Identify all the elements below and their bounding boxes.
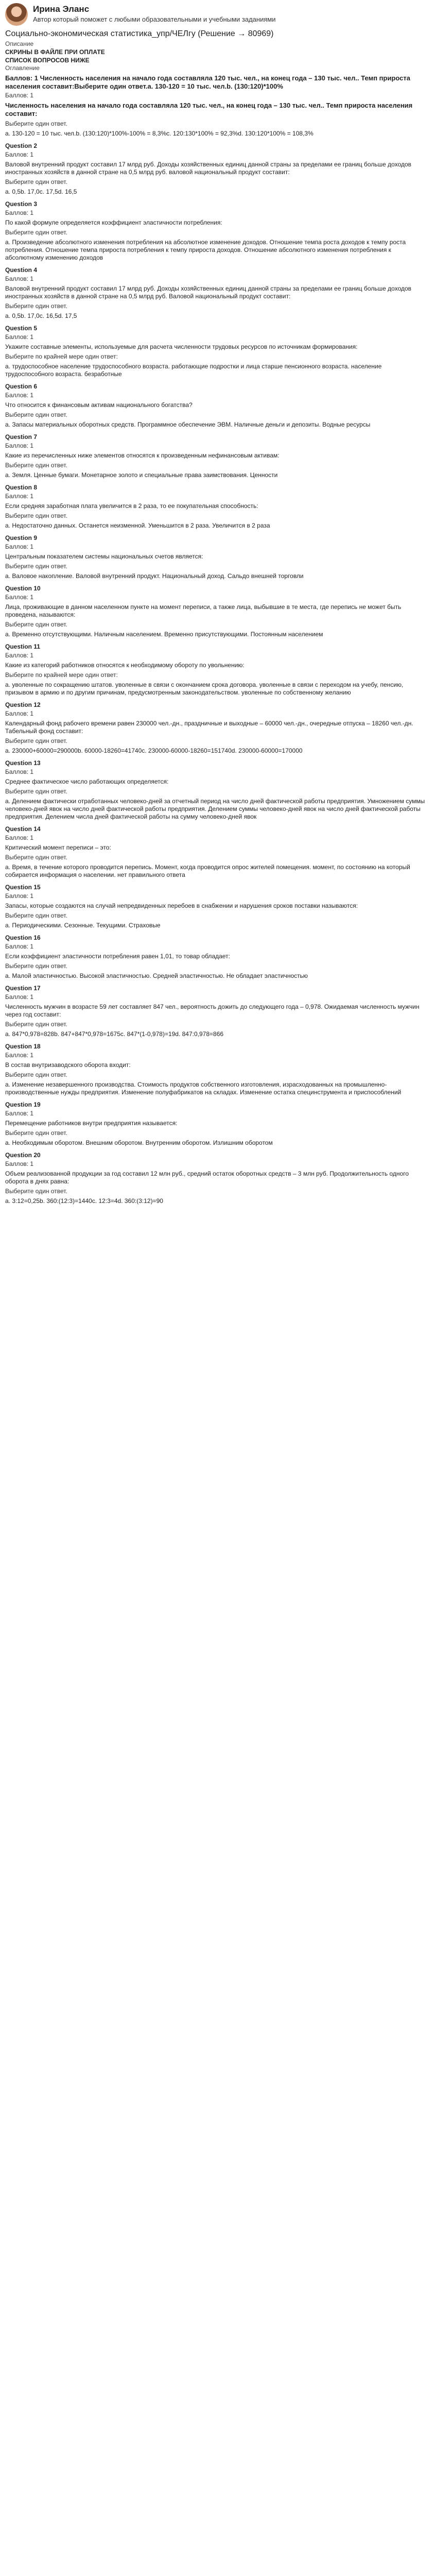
question-text: Какие из категорий работников относятся к необходимому обороту по увольнению: xyxy=(5,662,245,669)
question-heading: Question 5 xyxy=(5,325,38,332)
author-text xyxy=(33,3,276,24)
author-block xyxy=(5,3,431,26)
question-answers: a. уволенные по сокращению штатов. уволенные в связи с окончанием срока договора. уволенные в связи с переходом на учебу, пенсию, призывом в армию и по другим причинам, предусмотренным законодательством. уволенные по собственному желанию xyxy=(5,681,404,696)
question-instruction: Выберите один ответ. xyxy=(5,411,67,418)
question-answers: a. Малой эластичностью. Высокой эластичностью. Средней эластичностью. Не обладает эластичностью xyxy=(5,972,308,979)
question-text: Валовой внутренний продукт составил 17 млрд руб. Доходы хозяйственных единиц данной страны за пределами ее границ больше доходов иностранных хозяйств в данной стране на 0,5 млрд руб. Валовой национальный продукт составит: xyxy=(5,285,412,300)
question-text: Численность населения на начало года составляла 120 тыс. чел., на конец года – 130 тыс. чел.. Темп прироста населения составит: xyxy=(5,101,413,117)
question-instruction: Выберите один ответ. xyxy=(5,229,67,236)
question-text: Календарный фонд рабочего времени равен 230000 чел.-дн., праздничные и выходные – 60000 чел.-дн., очередные отпуска – 18260 чел.-дн. Табельный фонд составит: xyxy=(5,720,413,735)
question-text: Если коэффициент эластичности потребления равен 1,01, то товар обладает: xyxy=(5,953,230,960)
question-block xyxy=(5,324,431,378)
question-text: Среднее фактическое число работающих определяется: xyxy=(5,778,169,785)
question-score: Баллов: 1 xyxy=(5,993,34,1001)
question-block xyxy=(5,382,431,429)
question-instruction: Выберите один ответ. xyxy=(5,1129,67,1137)
question-answers: a. Периодическими. Сезонные. Текущими. Страховые xyxy=(5,922,161,929)
question-answers: a. 130-120 = 10 тыс. чел.b. (130:120)*100%-100% = 8,3%c. 120:130*100% = 92,3%d. 130:120*100% = 108,3% xyxy=(5,130,313,137)
question-score: Баллов: 1 xyxy=(5,209,34,216)
question-heading: Question 16 xyxy=(5,934,41,941)
question-heading: Question 20 xyxy=(5,1151,41,1159)
question-text: В состав внутризаводского оборота входит: xyxy=(5,1061,131,1069)
question-text: Запасы, которые создаются на случай непредвиденных перебоев в снабжении и нарушения сроков поставки называются: xyxy=(5,902,358,909)
question-heading: Question 7 xyxy=(5,433,38,440)
question-answers: a. 0,5b. 17,0c. 17,5d. 16,5 xyxy=(5,188,77,195)
question-answers: a. Земля. Ценные бумаги. Монетарное золото и специальные права заимствования. Ценности xyxy=(5,471,278,479)
question-score: Баллов: 1 xyxy=(5,333,34,341)
question-score: Баллов: 1 xyxy=(5,594,34,601)
question-score: Баллов: 1 xyxy=(5,943,34,950)
screens-banner: СКРИНЫ В ФАЙЛЕ ПРИ ОПЛАТЕ xyxy=(5,48,105,56)
question-heading: Question 3 xyxy=(5,200,38,208)
question-answers: a. Недостаточно данных. Останется неизменной. Уменьшится в 2 раза. Увеличится в 2 раза xyxy=(5,522,270,529)
author-avatar[interactable] xyxy=(5,3,28,26)
question-block xyxy=(5,984,431,1038)
question-instruction: Выберите один ответ. xyxy=(5,621,67,628)
question-block xyxy=(5,433,431,479)
question-text: Лица, проживающие в данном населенном пункте на момент переписи, а также лица, выбывшие в те места, где перепись не может быть проведена, называются: xyxy=(5,603,402,618)
question-block xyxy=(5,934,431,980)
question-text: Численность мужчин в возрасте 59 лет составляет 847 чел., вероятность дожить до следующего года – 0,978. Ожидаемая численность мужчин через год составит: xyxy=(5,1003,420,1018)
question-block xyxy=(5,266,431,320)
question-answers: a. Валовое накопление. Валовой внутренний продукт. Национальный доход. Сальдо внешней торговли xyxy=(5,572,304,580)
question-instruction: Выберите один ответ. xyxy=(5,563,67,570)
question-heading: Question 13 xyxy=(5,759,41,767)
question-text: Какие из перечисленных ниже элементов относятся к произведенным нефинансовым активам: xyxy=(5,452,280,459)
page xyxy=(0,0,436,1205)
question-instruction: Выберите один ответ. xyxy=(5,1188,67,1195)
question-score: Баллов: 1 xyxy=(5,768,34,775)
question-instruction: Выберите один ответ. xyxy=(5,512,67,519)
question-block xyxy=(5,825,431,879)
question-instruction: Выберите один ответ. xyxy=(5,788,67,795)
question-block xyxy=(5,534,431,580)
question-heading: Question 14 xyxy=(5,825,41,833)
question-block xyxy=(5,759,431,821)
question-score: Баллов: 1 xyxy=(5,1110,34,1117)
question-text: Критический момент переписи – это: xyxy=(5,844,111,851)
question-block xyxy=(5,642,431,697)
question-answers: a. трудоспособное население трудоспособного возраста. работающие подростки и лица старше пенсионного возраста. население трудоспособного возраста. безработные xyxy=(5,363,382,378)
question-block xyxy=(5,200,431,262)
question-heading: Question 19 xyxy=(5,1101,41,1108)
question-score: Баллов: 1 xyxy=(5,1160,34,1167)
question-score: Баллов: 1 xyxy=(5,442,34,449)
question-instruction: Выберите по крайней мере один ответ: xyxy=(5,353,118,360)
question-text: Валовой внутренний продукт составил 17 млрд руб. Доходы хозяйственных единиц данной страны за пределами ее границ больше доходов иностранных хозяйств в данной стране на 0,5 млрд руб. валовой национальный продукт составит: xyxy=(5,161,412,176)
question-heading: Question 8 xyxy=(5,484,38,491)
question-answers: a. 230000+60000=290000b. 60000-18260=41740c. 230000-60000-18260=151740d. 230000-60000=170000 xyxy=(5,747,303,754)
question-block xyxy=(5,1151,431,1205)
toc-label: Оглавление xyxy=(5,64,40,72)
question-block xyxy=(5,142,431,196)
document-title: Социально-экономическая статистика_упр/ЧЕЛгу (Решение → 80969) xyxy=(5,29,274,38)
question-text: Если средняя заработная плата увеличится в 2 раза, то ее покупательная способность: xyxy=(5,502,258,510)
questions-list xyxy=(5,74,431,1205)
question-instruction: Выберите один ответ. xyxy=(5,120,67,127)
question-answers: a. 0,5b. 17,0c. 16,5d. 17,5 xyxy=(5,312,77,319)
question-score: Баллов: 1 xyxy=(5,1052,34,1059)
question-instruction: Выберите один ответ. xyxy=(5,178,67,185)
question-score: Баллов: 1 xyxy=(5,834,34,841)
question-instruction: Выберите один ответ. xyxy=(5,462,67,469)
question-instruction: Выберите один ответ. xyxy=(5,1021,67,1028)
description-label: Описание xyxy=(5,40,34,47)
question-instruction: Выберите один ответ. xyxy=(5,962,67,970)
question-text: Перемещение работников внутри предприятия называется: xyxy=(5,1120,178,1127)
question-answers: a. Делением фактически отработанных человеко-дней за отчетный период на число дней фактической работы предприятия. Умножением суммы человеко-дней явок на число дней фактической работы предприятия. Делением суммы человеко-дней явок на число дней фактической работы предприятия. Делением числа дней фактической работы на сумму человеко-дней явок xyxy=(5,798,425,820)
question-instruction: Выберите один ответ. xyxy=(5,912,67,919)
question-score: Баллов: 1 xyxy=(5,892,34,900)
question-intro: Баллов: 1 Численность населения на начало года составляла 120 тыс. чел., на конец года – 130 тыс. чел.. Темп прироста населения составит:Выберите один ответ.a. 130-120 = 10 тыс. чел.b. (130:120)*100% xyxy=(5,74,410,90)
question-score: Баллов: 1 xyxy=(5,493,34,500)
question-answers: a. Изменение незавершенного производства. Стоимость продуктов собственного изготовления, израсходованных на промышленно-производственные нужды предприятия. Изменение полуфабрикатов на складах. Изменение остатка специнструмента и приспособлений xyxy=(5,1081,402,1096)
question-instruction: Выберите один ответ. xyxy=(5,302,67,310)
question-instruction: Выберите один ответ. xyxy=(5,737,67,744)
question-text: Что относится к финансовым активам национального богатства? xyxy=(5,401,193,409)
question-heading: Question 4 xyxy=(5,266,38,274)
question-answers: a. 847*0,978=828b. 847+847*0,978=1675c. 847*(1-0,978)=19d. 847:0,978=866 xyxy=(5,1030,224,1038)
question-answers: a. Временно отсутствующими. Наличным населением. Временно присутствующими. Постоянным населением xyxy=(5,631,323,638)
question-text: Объем реализованной продукции за год составил 12 млн руб., средний остаток оборотных средств – 3 млн руб. Продолжительность одного оборота в днях равна: xyxy=(5,1170,409,1185)
question-heading: Question 6 xyxy=(5,383,38,390)
question-answers: a. Время, в течение которого проводится перепись. Момент, когда проводится опрос жителей помещения. момент, по состоянию на который собирается информация о населении. нет правильного ответа xyxy=(5,863,410,878)
question-heading: Question 18 xyxy=(5,1043,41,1050)
question-text: Укажите составные элементы, используемые для расчета численности трудовых ресурсов по источникам формирования: xyxy=(5,343,358,350)
question-block xyxy=(5,584,431,638)
question-score: Баллов: 1 xyxy=(5,151,34,158)
question-score: Баллов: 1 xyxy=(5,652,34,659)
question-score: Баллов: 1 xyxy=(5,543,34,550)
question-heading: Question 15 xyxy=(5,884,41,891)
question-block xyxy=(5,1100,431,1147)
question-text: Центральным показателем системы национальных счетов является: xyxy=(5,553,203,560)
question-score: Баллов: 1 xyxy=(5,92,34,99)
question-block xyxy=(5,483,431,530)
question-block xyxy=(5,883,431,929)
question-text: По какой формуле определяется коэффициент эластичности потребления: xyxy=(5,219,222,226)
question-score: Баллов: 1 xyxy=(5,392,34,399)
author-description: Автор который поможет с любыми образовательными и учебными заданиями xyxy=(33,15,276,23)
question-answers: a. 3:12=0,25b. 360:(12:3)=1440c. 12:3=4d. 360:(3:12)=90 xyxy=(5,1197,163,1205)
question-score: Баллов: 1 xyxy=(5,710,34,717)
question-answers: a. Необходимым оборотом. Внешним оборотом. Внутренним оборотом. Излишним оборотом xyxy=(5,1139,273,1146)
question-heading: Question 2 xyxy=(5,142,38,149)
question-block xyxy=(5,1042,431,1096)
question-instruction: Выберите один ответ. xyxy=(5,1071,67,1078)
question-instruction: Выберите по крайней мере один ответ: xyxy=(5,671,118,679)
list-banner: СПИСОК ВОПРОСОВ НИЖЕ xyxy=(5,57,90,64)
question-heading: Question 11 xyxy=(5,643,41,650)
question-answers: a. Запасы материальных оборотных средств. Программное обеспечение ЭВМ. Наличные деньги и депозиты. Водные ресурсы xyxy=(5,421,371,428)
question-heading: Question 17 xyxy=(5,985,41,992)
question-instruction: Выберите один ответ. xyxy=(5,854,67,861)
question-block xyxy=(5,74,431,138)
question-score: Баллов: 1 xyxy=(5,275,34,282)
question-block xyxy=(5,701,431,755)
author-name[interactable]: Ирина Эланс xyxy=(33,4,90,14)
question-heading: Question 10 xyxy=(5,585,41,592)
question-heading: Question 12 xyxy=(5,701,41,708)
question-answers: a. Произведение абсолютного изменения потребления на абсолютное изменение доходов. Отношение темпа роста доходов к темпу роста потребления. Отношение темпа прироста потребления к темпу прироста доходов. Отношение абсолютного изменения потребления к абсолютному изменению доходов xyxy=(5,239,406,261)
question-heading: Question 9 xyxy=(5,534,38,541)
